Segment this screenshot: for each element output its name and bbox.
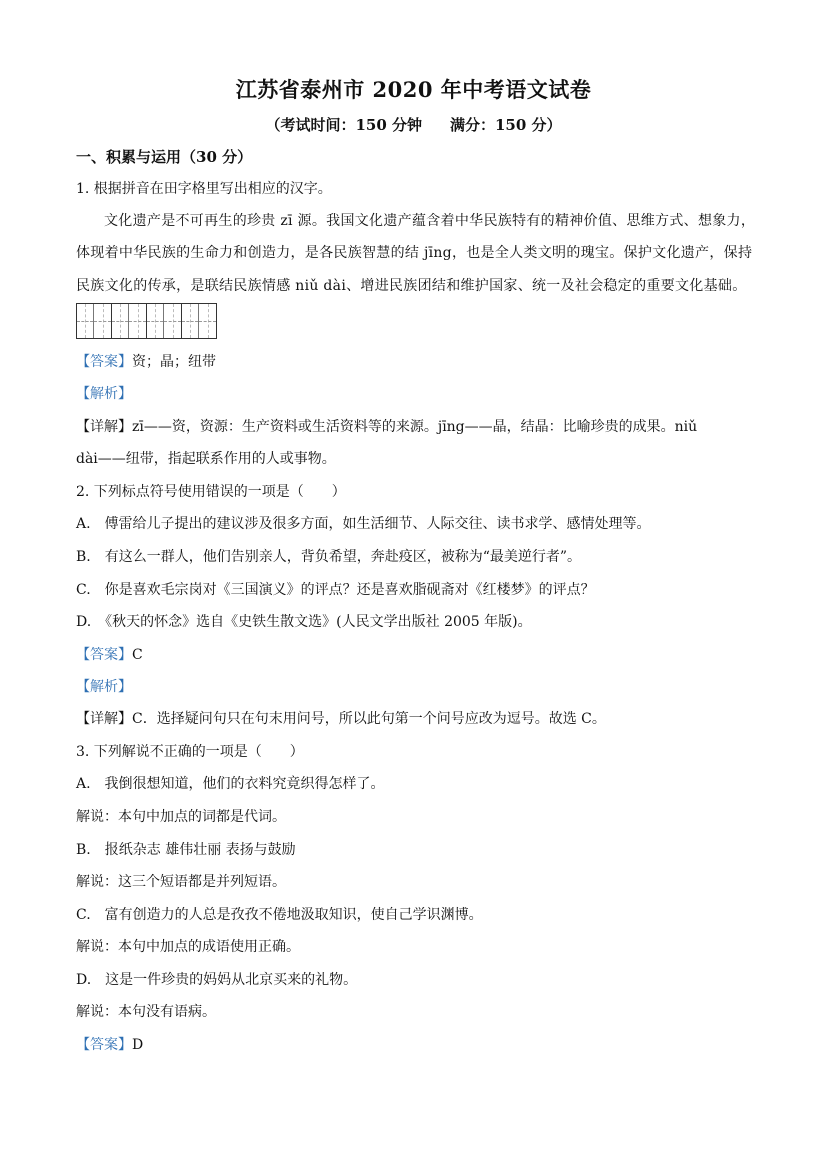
tianzige-writing-grid[interactable] bbox=[76, 303, 217, 339]
q1-analysis-tag: 【解析】 bbox=[76, 386, 132, 402]
q3-option-d-note: 解说：本句没有语病。 bbox=[76, 1004, 216, 1020]
q1-passage-line: 民族文化的传承，是联结民族情感 niǔ dài、增进民族团结和维护国家、统一及社会稳定的重要文化基础。 bbox=[76, 278, 747, 294]
detail-tag: 【详解】 bbox=[76, 419, 132, 435]
detail-text: zī——资，资源：生产资料或生活资料等的来源。jīng——晶，结晶：比喻珍贵的成果。niǔ bbox=[132, 419, 698, 435]
q3-option-a-note: 解说：本句中加点的词都是代词。 bbox=[76, 809, 286, 825]
q3-option-b: B. 报纸杂志 雄伟壮丽 表扬与鼓励 bbox=[76, 842, 296, 858]
answer-text: C bbox=[132, 647, 143, 663]
q1-stem: 1. 根据拼音在田字格里写出相应的汉字。 bbox=[76, 181, 332, 197]
q1-detail-cont: dài——纽带，指起联系作用的人或事物。 bbox=[76, 451, 336, 467]
q3-option-a: A. 我倒很想知道，他们的衣料究竟织得怎样了。 bbox=[76, 776, 385, 792]
answer-text: 资；晶；纽带 bbox=[132, 354, 216, 370]
q2-stem: 2. 下列标点符号使用错误的一项是（ ） bbox=[76, 484, 346, 500]
q1-answer bbox=[76, 352, 216, 372]
q2-option-d: D. 《秋天的怀念》选自《史铁生散文选》(人民文学出版社 2005 年版)。 bbox=[76, 614, 532, 630]
grid-box-2[interactable] bbox=[111, 304, 146, 338]
q2-option-b: B. 有这么一群人，他们告别亲人，背负希望，奔赴疫区，被称为“最美逆行者”。 bbox=[76, 549, 582, 565]
q3-stem: 3. 下列解说不正确的一项是（ ） bbox=[76, 744, 304, 760]
q3-option-b-note: 解说：这三个短语都是并列短语。 bbox=[76, 874, 286, 890]
page-title: 江苏省泰州市 2020 年中考语文试卷 bbox=[235, 77, 592, 102]
section-heading: 一、积累与运用（30 分） bbox=[76, 148, 253, 166]
q1-passage-line: 体现着中华民族的生命力和创造力，是各民族智慧的结 jīng，也是全人类文明的瑰宝。保护文化遗产，保持 bbox=[76, 245, 753, 261]
q3-option-c-note: 解说：本句中加点的成语使用正确。 bbox=[76, 939, 300, 955]
q2-option-c: C. 你是喜欢毛宗岗对《三国演义》的评点？还是喜欢脂砚斋对《红楼梦》的评点？ bbox=[76, 582, 595, 598]
q3-option-d: D. 这是一件珍贵的妈妈从北京买来的礼物。 bbox=[76, 972, 358, 988]
q2-option-a: A. 傅雷给儿子提出的建议涉及很多方面，如生活细节、人际交往、读书求学、感情处理等。 bbox=[76, 516, 651, 532]
answer-text: D bbox=[132, 1037, 144, 1053]
q3-option-c: C. 富有创造力的人总是孜孜不倦地汲取知识，使自己学识渊博。 bbox=[76, 907, 483, 923]
answer-tag: 【答案】 bbox=[76, 1037, 132, 1053]
exam-score: 满分：150 分） bbox=[450, 116, 562, 134]
grid-box-4[interactable] bbox=[181, 304, 216, 338]
q1-passage-line: 文化遗产是不可再生的珍贵 zī 源。我国文化遗产蕴含着中华民族特有的精神价值、思维方式、想象力， bbox=[104, 213, 756, 229]
exam-subtitle bbox=[0, 114, 827, 135]
q2-analysis-tag: 【解析】 bbox=[76, 679, 132, 695]
grid-box-3[interactable] bbox=[146, 304, 181, 338]
detail-text: C．选择疑问句只在句末用问号，所以此句第一个问号应改为逗号。故选 C。 bbox=[132, 711, 606, 727]
q2-detail bbox=[76, 709, 606, 729]
q1-detail bbox=[76, 417, 697, 437]
answer-tag: 【答案】 bbox=[76, 354, 132, 370]
exam-time: （考试时间：150 分钟 bbox=[265, 116, 422, 134]
q2-answer bbox=[76, 645, 143, 665]
q3-answer bbox=[76, 1035, 143, 1055]
answer-tag: 【答案】 bbox=[76, 647, 132, 663]
detail-tag: 【详解】 bbox=[76, 711, 132, 727]
grid-box-1[interactable] bbox=[77, 304, 111, 338]
